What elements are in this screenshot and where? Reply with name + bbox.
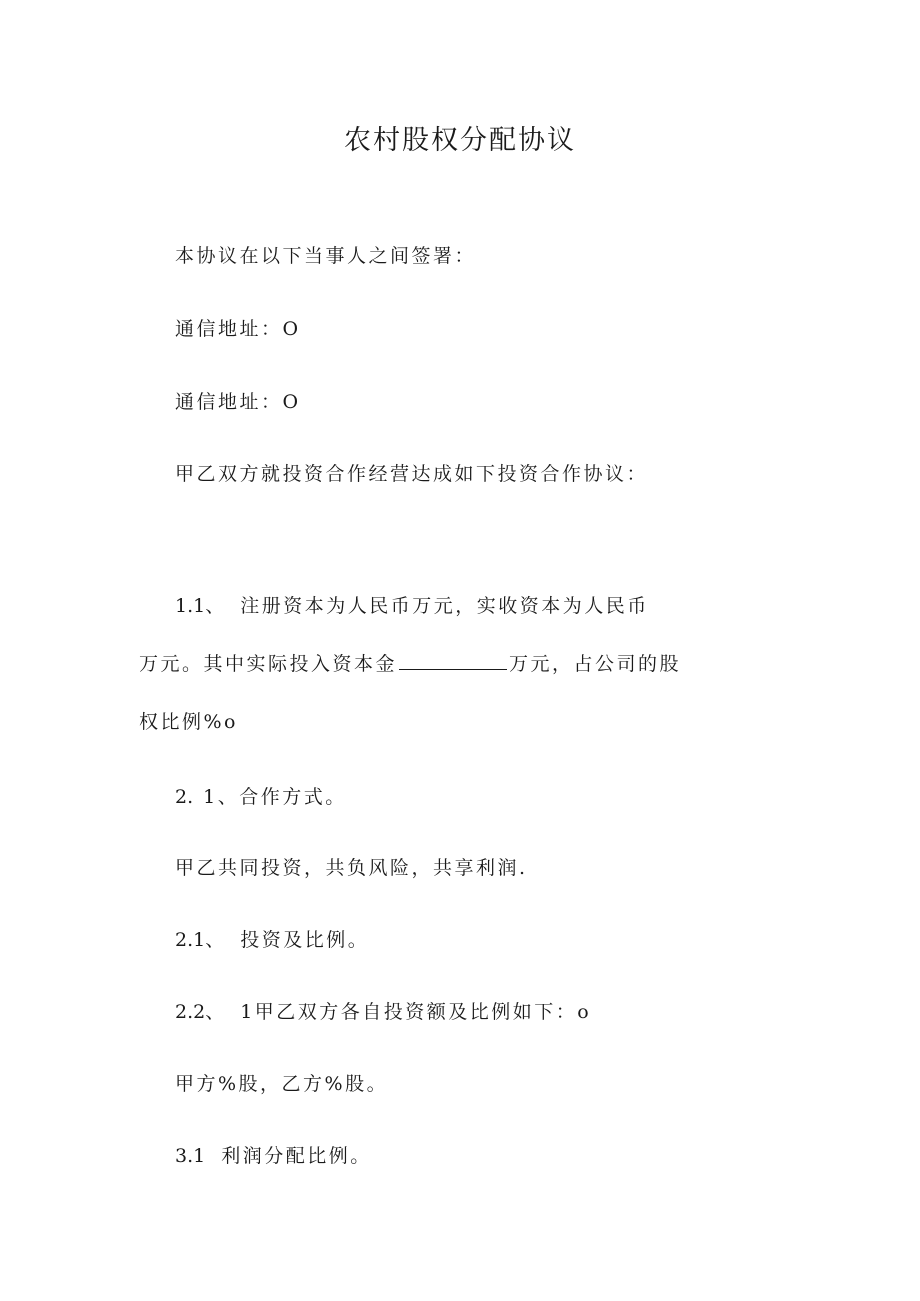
clause-1-1-line-2-before: 万元。其中实际投入资本金 [139,653,398,675]
clause-2-2-line [175,1000,591,1024]
clause-2-number: 2. [175,786,194,808]
capital-amount-blank [399,653,507,670]
clause-1-1-line-3: 权比例%o [139,711,238,733]
clause-2-2-text: 1甲乙双方各自投资额及比例如下：o [240,1001,592,1023]
intro-line: 本协议在以下当事人之间签署： [175,245,477,267]
clause-2-1-text: 投资及比例。 [240,929,370,951]
agreement-intro-line: 甲乙双方就投资合作经营达成如下投资合作协议： [175,463,649,485]
clause-1-1-line-1 [175,594,649,618]
address-line-2: 通信地址：O [175,391,301,413]
clause-1-1-text: 注册资本为人民币万元，实收资本为人民币 [240,595,649,617]
clause-2-2-number: 2.2、 [175,1001,225,1023]
document-title: 农村股权分配协议 [344,125,576,156]
clause-1-1-line-2-after: 万元，占公司的股 [509,653,682,675]
clause-3-1-line [175,1144,372,1168]
address-line-1: 通信地址：O [175,318,301,340]
clause-1-1-number: 1.1、 [175,595,225,617]
clause-2-1-line [175,928,369,952]
clause-2-line [175,785,347,809]
clause-2-body: 甲乙共同投资，共负风险，共享利润. [175,857,528,879]
clause-2-1-number: 2.1、 [175,929,225,951]
clause-3-1-text: 利润分配比例。 [221,1145,372,1167]
clause-3-1-number: 3.1 [175,1145,206,1167]
clause-1-1-line-2 [139,652,681,676]
clause-2-text: 1、合作方式。 [203,786,347,808]
shares-line: 甲方%股，乙方%股。 [175,1073,389,1095]
